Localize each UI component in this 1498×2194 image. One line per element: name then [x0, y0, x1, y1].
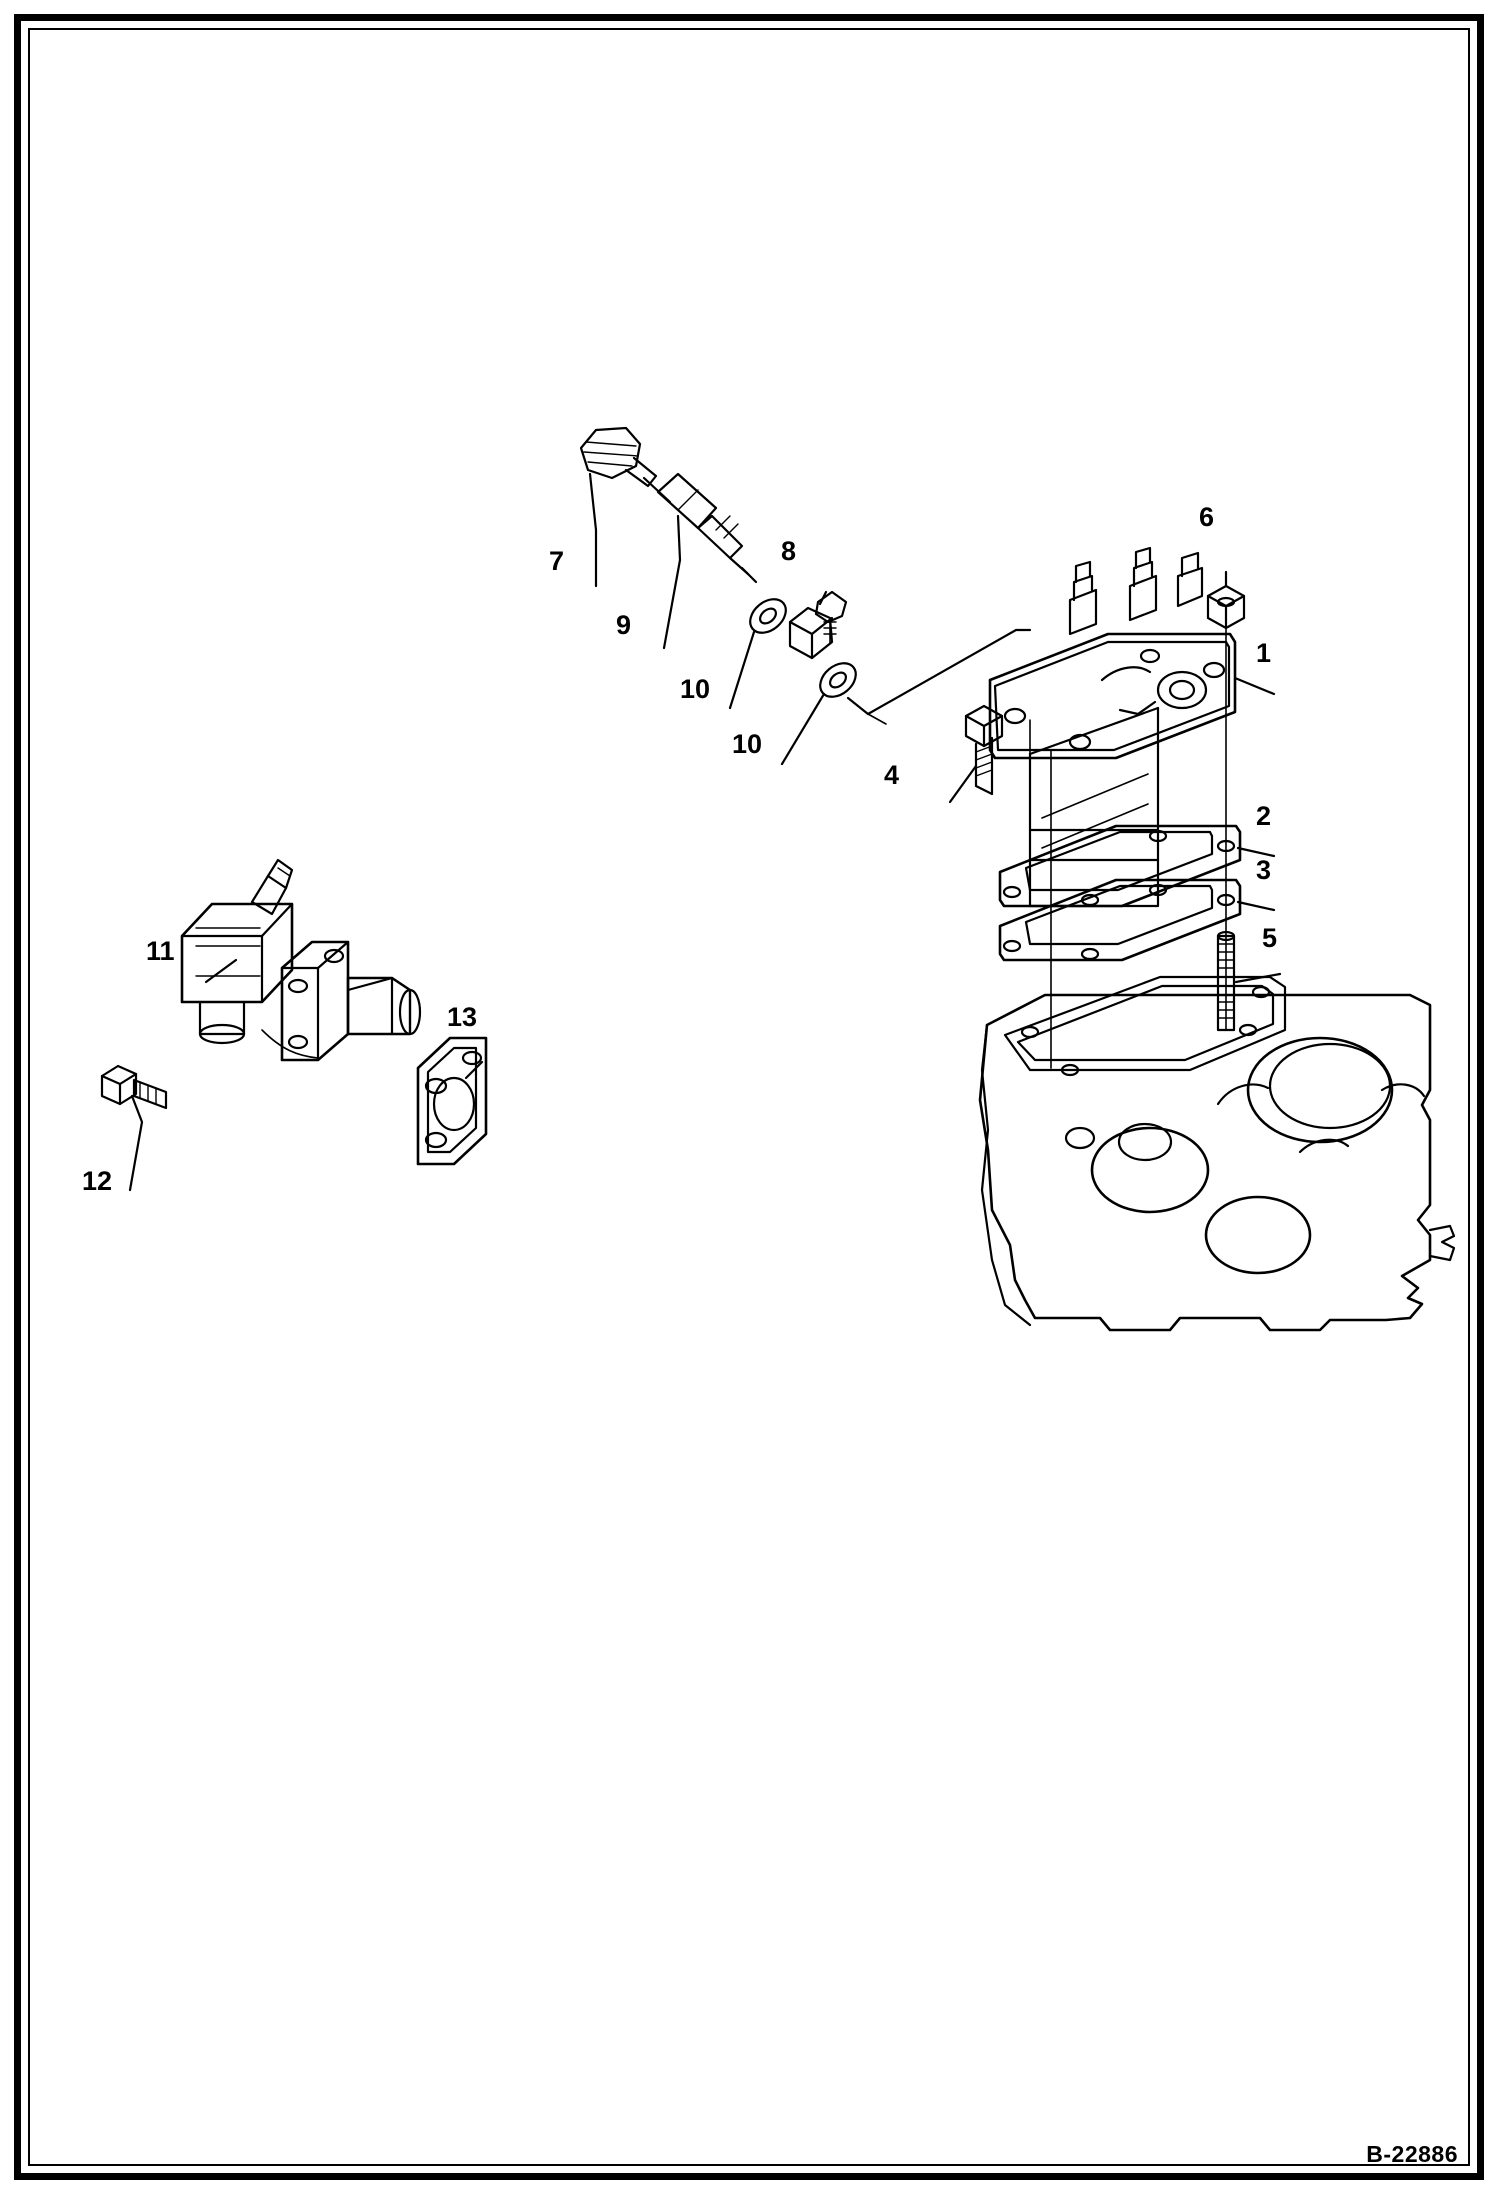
callout-3: 3 — [1256, 855, 1272, 885]
nut-6 — [1208, 586, 1244, 628]
assembly-center-lines — [1051, 626, 1226, 1068]
callout-4: 4 — [884, 760, 900, 790]
fuel-feed-pump — [182, 860, 420, 1060]
callout-8: 8 — [781, 536, 797, 566]
injection-pump-body — [990, 548, 1235, 906]
leader-lines — [130, 474, 1280, 1190]
callout-7: 7 — [549, 546, 565, 576]
callout-12: 12 — [82, 1166, 113, 1196]
callout-5: 5 — [1262, 923, 1278, 953]
drawing-code: B-22886 — [1366, 2141, 1458, 2167]
gasket-upper — [1000, 826, 1240, 906]
shim-lower — [1000, 880, 1240, 960]
callout-1: 1 — [1256, 638, 1272, 668]
callout-10b: 10 — [732, 729, 763, 759]
callout-13: 13 — [447, 1002, 478, 1032]
callout-10a: 10 — [680, 674, 711, 704]
callout-6: 6 — [1199, 502, 1215, 532]
feed-pump-gasket — [418, 1038, 486, 1164]
bolt-4 — [966, 706, 1002, 794]
callout-9: 9 — [616, 610, 632, 640]
callout-11: 11 — [146, 936, 175, 966]
overflow-valve-assembly — [581, 428, 1030, 724]
parts-diagram — [30, 30, 1468, 2164]
callout-2: 2 — [1256, 801, 1272, 831]
